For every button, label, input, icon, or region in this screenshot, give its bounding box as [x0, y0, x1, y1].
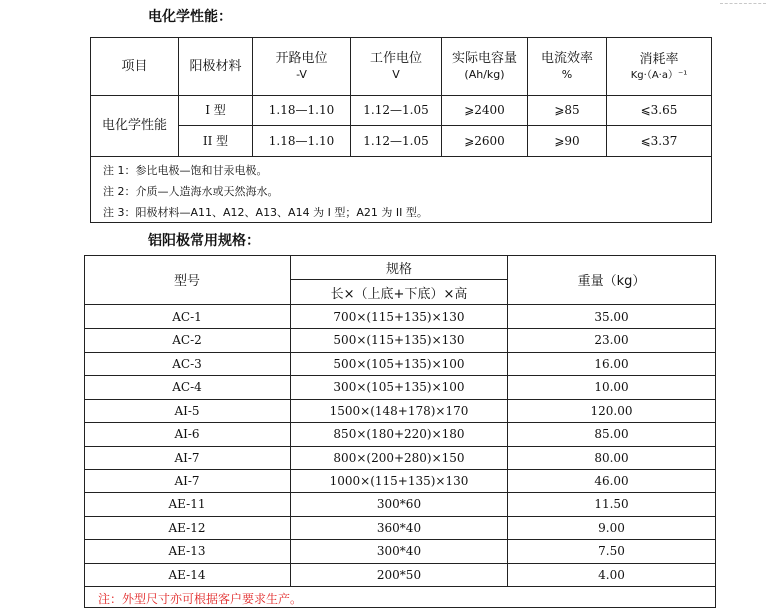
row-model: AE-12 — [168, 520, 206, 535]
row-spec: 300×(105+135)×100 — [333, 379, 465, 394]
note-3: 注 3：阳极材料—A11、A12、A13、A14 为 I 型；A21 为 II 型。 — [103, 206, 428, 219]
row-spec: 360*40 — [376, 520, 422, 535]
footnote: 注：外型尺寸亦可根据客户要求生产。 — [98, 592, 303, 606]
header-efficiency-label: 电流效率 — [540, 51, 593, 67]
row1-consumption: ⩽3.65 — [640, 103, 678, 118]
grid-line — [84, 586, 716, 587]
row1-capacity: ⩾2400 — [464, 103, 505, 118]
row-weight: 80.00 — [594, 450, 629, 465]
row-model: AE-13 — [168, 543, 206, 558]
header-capacity — [442, 38, 527, 95]
row-model: AI-5 — [174, 403, 200, 418]
row-weight: 10.00 — [594, 379, 629, 394]
row-spec: 1000×(115+135)×130 — [329, 473, 469, 488]
header-item: 项目 — [121, 58, 148, 74]
header-consumption-unit: Kg·（A·a）⁻¹ — [630, 69, 688, 81]
note-2: 注 2：介质—人造海水或天然海水。 — [103, 185, 279, 198]
row-weight: 4.00 — [598, 567, 625, 582]
row-weight: 11.50 — [594, 496, 629, 511]
row-spec: 300*40 — [376, 543, 422, 558]
electrochem-table — [90, 37, 712, 223]
row-model: AI-6 — [174, 426, 200, 441]
row-model: AC-4 — [172, 379, 202, 394]
row-weight: 35.00 — [594, 309, 629, 324]
header-consumption — [607, 38, 711, 95]
header-anode: 阳极材料 — [189, 58, 242, 74]
row1-anode: I 型 — [205, 103, 226, 118]
row-model: AC-3 — [172, 356, 202, 371]
header-consumption-label: 消耗率 — [639, 51, 679, 67]
specs-heading: 铝阳极常用规格： — [148, 233, 260, 249]
top-divider — [720, 3, 766, 4]
row-model: AE-14 — [168, 567, 206, 582]
row2-capacity: ⩾2600 — [464, 133, 505, 148]
row-spec: 850×(180+220)×180 — [333, 426, 465, 441]
row-model: AI-7 — [174, 450, 200, 465]
row2-consumption: ⩽3.37 — [640, 133, 678, 148]
row-weight: 9.00 — [598, 520, 625, 535]
row-label-electrochem: 电化学性能 — [101, 118, 167, 134]
grid-line — [91, 156, 711, 157]
header-wp — [351, 38, 441, 95]
row-spec: 200*50 — [376, 567, 422, 582]
row1-efficiency: ⩾85 — [554, 103, 580, 118]
note-1: 注 1：参比电极—饱和甘汞电极。 — [103, 164, 268, 177]
header-capacity-unit: (Ah/kg) — [464, 67, 505, 81]
header-ocp — [253, 38, 350, 95]
row1-wp: 1.12—1.05 — [363, 103, 429, 118]
specs-table — [84, 255, 716, 608]
row-model: AC-2 — [172, 332, 202, 347]
row-spec: 700×(115+135)×130 — [333, 309, 465, 324]
row-weight: 16.00 — [594, 356, 629, 371]
header-efficiency — [528, 38, 606, 95]
row-weight: 46.00 — [594, 473, 629, 488]
header-spec-sub: 长×（上底+下底）×高 — [330, 286, 468, 302]
row-spec: 500×(105+135)×100 — [333, 356, 465, 371]
header-efficiency-unit: % — [561, 67, 573, 81]
row-weight: 120.00 — [590, 403, 633, 418]
header-wp-label: 工作电位 — [369, 51, 422, 67]
row-weight: 23.00 — [594, 332, 629, 347]
row-spec: 300*60 — [376, 496, 422, 511]
row-model: AC-1 — [172, 309, 202, 324]
row2-ocp: 1.18—1.10 — [268, 133, 335, 148]
row-model: AE-11 — [168, 496, 206, 511]
row-model: AI-7 — [174, 473, 200, 488]
row1-ocp: 1.18—1.10 — [268, 103, 335, 118]
header-model: 型号 — [173, 274, 200, 289]
row-spec: 1500×(148+178)×170 — [329, 403, 469, 418]
header-wp-unit: V — [392, 67, 400, 81]
row2-wp: 1.12—1.05 — [363, 133, 429, 148]
row-spec: 800×(200+280)×150 — [333, 450, 465, 465]
row-spec: 500×(115+135)×130 — [333, 332, 465, 347]
row-weight: 85.00 — [594, 426, 629, 441]
header-capacity-label: 实际电容量 — [451, 51, 517, 67]
row2-efficiency: ⩾90 — [554, 133, 580, 148]
electrochem-heading: 电化学性能： — [148, 9, 232, 25]
header-ocp-label: 开路电位 — [275, 51, 328, 67]
header-weight: 重量（kg） — [577, 274, 646, 289]
row-weight: 7.50 — [598, 543, 625, 558]
header-ocp-unit: -V — [296, 67, 307, 81]
header-spec: 规格 — [385, 261, 412, 277]
row2-anode: II 型 — [202, 133, 229, 148]
